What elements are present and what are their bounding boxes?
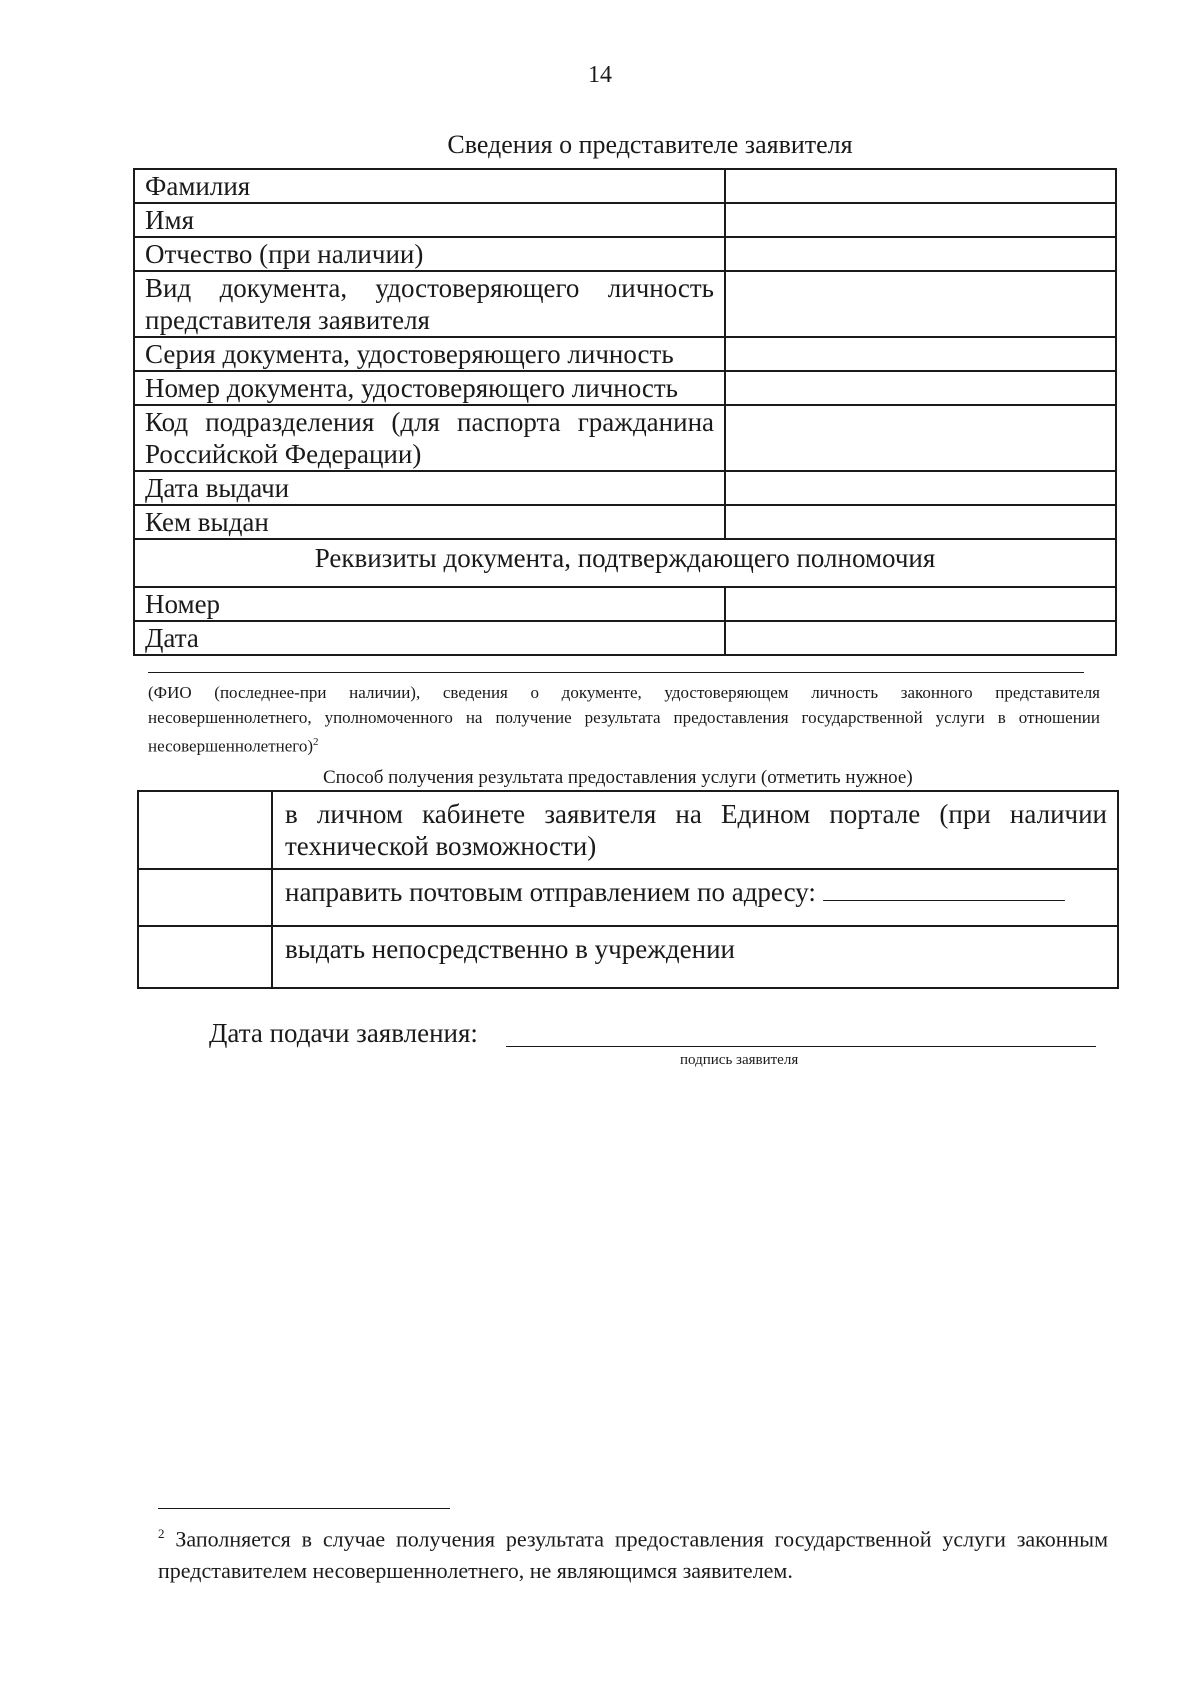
patronymic-field[interactable] [725,237,1116,271]
table-row [134,337,1116,371]
row-label-issue-date: Дата выдачи [134,471,725,505]
row-label-issued-by: Кем выдан [134,505,725,539]
table-row [134,237,1116,271]
row-label-patronymic: Отчество (при наличии) [134,237,725,271]
submission-date-label: Дата подачи заявления: [209,1018,478,1048]
table-row [138,791,1118,869]
id-doc-number-field[interactable] [725,371,1116,405]
option-label-in-person: выдать непосредственно в учреждении [272,926,1118,988]
row-label-id-doc-series: Серия документа, удостоверяющего личность [134,337,725,371]
signature-line[interactable] [506,1046,1096,1047]
row-label-id-doc-type: Вид документа, удостоверяющего личность представителя заявителя [134,271,725,337]
row-label-id-doc-number: Номер документа, удостоверяющего личность [134,371,725,405]
table-row [134,371,1116,405]
footnote-marker: 2 [158,1526,165,1541]
row-label-name: Имя [134,203,725,237]
receipt-method-title: Способ получения результата предоставления услуги (отметить нужное) [323,767,913,791]
table-row [134,505,1116,539]
table-row [134,539,1116,587]
option-label-mail: направить почтовым отправлением по адресу: [285,877,816,907]
table-row [138,926,1118,988]
authority-date-field[interactable] [725,621,1116,655]
footnote-divider [158,1508,450,1509]
page-number: 14 [588,62,612,88]
table-row [138,869,1118,926]
receipt-method-table [137,790,1119,989]
issued-by-field[interactable] [725,505,1116,539]
address-input-line[interactable] [823,880,1065,901]
surname-field[interactable] [725,169,1116,203]
table-row [134,271,1116,337]
footnote-ref: 2 [313,736,319,748]
authority-number-field[interactable] [725,587,1116,621]
row-label-division-code: Код подразделения (для паспорта гражданина Российской Федерации) [134,405,725,471]
section-title: Сведения о представителе заявителя [447,130,853,159]
option-label-portal: в личном кабинете заявителя на Едином портале (при наличии технической возможности) [272,791,1118,869]
footnote [158,1518,1108,1587]
table-row [134,405,1116,471]
table-row [134,203,1116,237]
row-label-authority-number: Номер [134,587,725,621]
option-checkbox-portal[interactable] [138,791,272,869]
row-label-authority-date: Дата [134,621,725,655]
authority-doc-heading: Реквизиты документа, подтверждающего полномочия [134,539,1116,587]
fio-caption [148,680,1100,759]
option-checkbox-in-person[interactable] [138,926,272,988]
fio-caption-text: (ФИО (последнее-при наличии), сведения о документе, удостоверяющем личность законного представителя несовершеннолетнего, уполномоченного на получение результата предоставления государственной услуги в отношении несовершеннолетнего) [148,683,1100,756]
id-doc-series-field[interactable] [725,337,1116,371]
id-doc-type-field[interactable] [725,271,1116,337]
name-field[interactable] [725,203,1116,237]
representative-info-table [133,168,1117,656]
division-code-field[interactable] [725,405,1116,471]
option-checkbox-mail[interactable] [138,869,272,926]
row-label-surname: Фамилия [134,169,725,203]
table-row [134,169,1116,203]
fio-input-line[interactable] [148,672,1084,673]
table-row [134,587,1116,621]
signature-caption: подпись заявителя [680,1052,799,1068]
table-row [134,621,1116,655]
option-cell-mail [272,869,1118,926]
footnote-text: Заполняется в случае получения результата предоставления государственной услуги законным представителем несовершеннолетнего, не являющимся заявителем. [158,1526,1108,1584]
table-row [134,471,1116,505]
issue-date-field[interactable] [725,471,1116,505]
